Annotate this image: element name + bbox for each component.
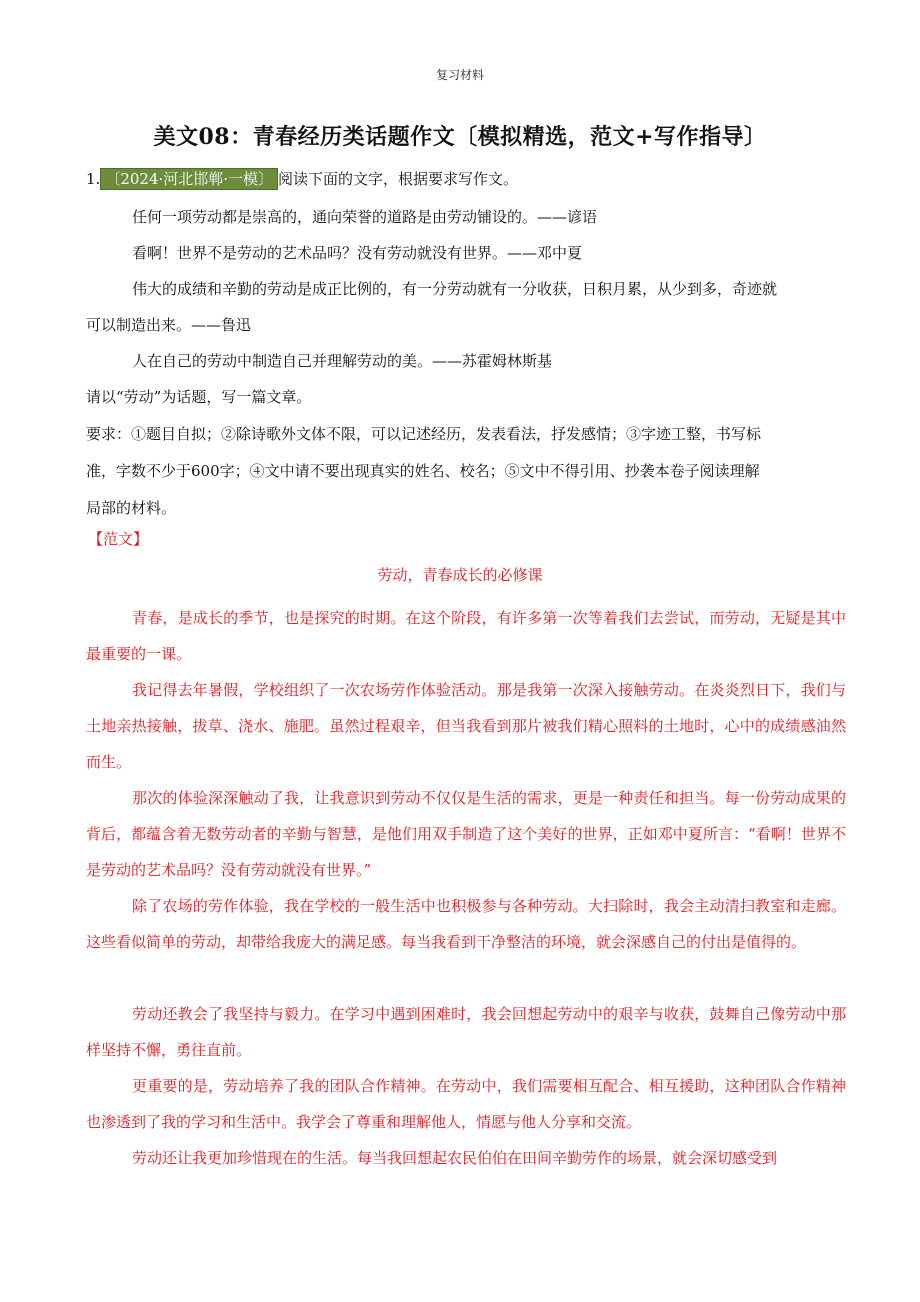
quote-1: 任何一项劳动都是崇高的，通向荣誉的道路是由劳动铺设的。——谚语 [132,208,598,226]
page-title: 美文08：青春经历类话题作文〔模拟精选，范文+写作指导〕 [153,124,767,150]
essay-paragraph-4: 除了农场的劳作体验，我在学校的一般生活中也积极参与各种劳动。大扫除时，我会主动清扫教室和走廊。这些看似简单的劳动，却带给我庞大的满足感。每当我看到干净整洁的环境，就会深感自己的付出是值得的。 [86,897,846,951]
requirements-line-2: 准，字数不少于600字；④文中请不要出现真实的姓名、校名；⑤文中不得引用、抄袭本卷子阅读理解 [86,462,760,480]
quote-3-line-2: 可以制造出来。——鲁迅 [86,316,252,334]
question-line [86,168,518,189]
writing-prompt: 请以“劳动”为话题，写一篇文章。 [86,388,312,406]
requirements-line-3: 局部的材料。 [86,499,177,517]
essay-paragraph-3: 那次的体验深深触动了我，让我意识到劳动不仅仅是生活的需求，更是一种责任和担当。每一份劳动成果的背后，都蕴含着无数劳动者的辛勤与智慧，是他们用双手制造了这个美好的世界，正如邓中夏所言：“看啊！世界不是劳动的艺术品吗？没有劳动就没有世界。” [86,789,846,879]
essay-paragraph-2: 我记得去年暑假，学校组织了一次农场劳作体验活动。那是我第一次深入接触劳动。在炎炎烈日下，我们与土地亲热接触，拔草、浇水、施肥。虽然过程艰辛，但当我看到那片被我们精心照料的土地时，心中的成绩感油然而生。 [86,681,846,771]
essay-label: 【范文】 [88,530,149,548]
source-tag: 〔2024·河北邯郸·一模〕 [100,168,278,190]
essay-paragraph-7: 劳动还让我更加珍惜现在的生活。每当我回想起农民伯伯在田间辛勤劳作的场景，就会深切感受到 [132,1149,778,1167]
quote-2: 看啊！世界不是劳动的艺术品吗？没有劳动就没有世界。——邓中夏 [132,244,583,262]
question-instruction: 阅读下面的文字，根据要求写作文。 [278,170,519,188]
essay-title: 劳动，青春成长的必修课 [377,566,543,584]
essay-paragraph-6: 更重要的是，劳动培养了我的团队合作精神。在劳动中，我们需要相互配合、相互援助，这种团队合作精神也渗透到了我的学习和生活中。我学会了尊重和理解他人，情愿与他人分享和交流。 [86,1077,846,1131]
quote-3-line-1: 伟大的成绩和辛勤的劳动是成正比例的，有一分劳动就有一分收获，日积月累，从少到多，奇迹就 [132,280,778,298]
essay-paragraph-5: 劳动还教会了我坚持与毅力。在学习中遇到困难时，我会回想起劳动中的艰辛与收获，鼓舞自己像劳动中那样坚持不懈，勇往直前。 [86,1005,846,1059]
requirements-line-1: 要求：①题目自拟；②除诗歌外文体不限，可以记述经历，发表看法，抒发感情；③字迹工整，书写标 [86,425,762,443]
question-number: 1. [86,170,101,188]
running-header: 复习材料 [435,68,484,82]
quote-4: 人在自己的劳动中制造自己并理解劳动的美。——苏霍姆林斯基 [132,352,553,370]
essay-paragraph-1: 青春，是成长的季节，也是探究的时期。在这个阶段，有许多第一次等着我们去尝试，而劳动，无疑是其中最重要的一课。 [86,609,846,663]
